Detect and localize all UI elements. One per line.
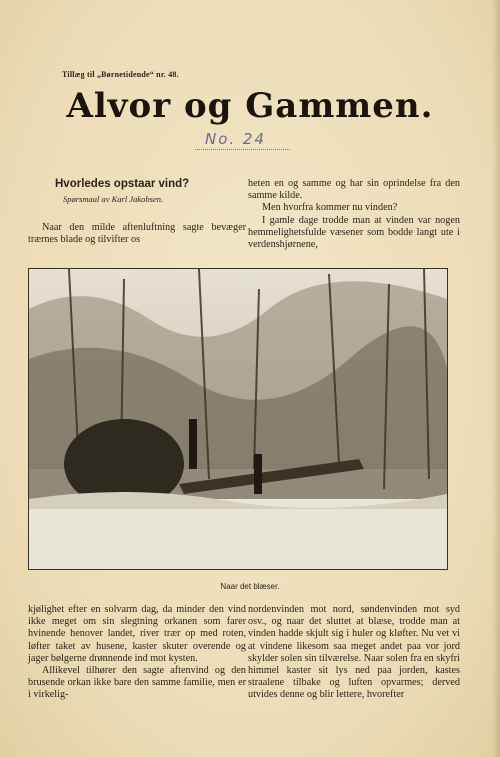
paragraph: kjølighet efter en solvarm dag, da minder den vind ikke meget om sin slegtning orkanen som farer hvinende henover landet, river trær op med roten, løfter taket av husene, kaster skuter overende og jager bølgerne drønnende ind mot kysten. [28,604,246,664]
masthead-title: Alvor og Gammen. [66,86,434,126]
handwritten-underline [195,149,290,150]
supplement-line: Tillæg til „Børnetidende“ nr. 48. [62,70,179,79]
paragraph: Naar den milde aftenluftning sagte bevæger trærnes blade og tilvifter os [28,222,246,246]
left-column-top [28,222,246,246]
paragraph: Men hvorfra kommer nu vinden? [262,202,398,214]
byline-author: Karl Jakobsen. [111,194,164,204]
handwritten-number: No. 24 [205,130,267,148]
left-column-bottom [28,604,246,702]
right-column-bottom [248,604,460,702]
paragraph: Allikevel tilhører den sagte aftenvind og den brusende orkan ikke bare den samme familie, men er i virkelig- [28,665,246,701]
article-title: Hvorledes opstaar vind? [55,178,190,190]
paragraph: nordenvinden mot nord, søndenvinden mot syd osv., og naar det sluttet at blæse, trodde man at vinden hadde skjult sig i huler og kløfter. Nu vet vi at vindene likesom saa meget andet paa vor jord skylder solen sin tilværelse. Naar solen fra en skyfri himmel kaster sit lys ned paa jorden, kastes straalene tilbake og luften opvarmes; derved utvides denne og blir lettere, hvorefter [248,604,460,701]
page-edge-shadow [492,0,500,757]
storm-photograph [28,268,448,570]
right-column-top [248,178,460,251]
paragraph: heten en og samme og har sin oprindelse fra den samme kilde. [248,178,460,202]
byline [63,194,163,204]
forest-storm-image [29,269,447,569]
paragraph: I gamle dage trodde man at vinden var nogen hemmelighetsfulde væsener som bodde langt ute i verdenshjørnene, [248,214,460,251]
photo-caption: Naar det blæser. [220,582,280,591]
byline-prefix: Spørsmaal av [63,194,110,204]
